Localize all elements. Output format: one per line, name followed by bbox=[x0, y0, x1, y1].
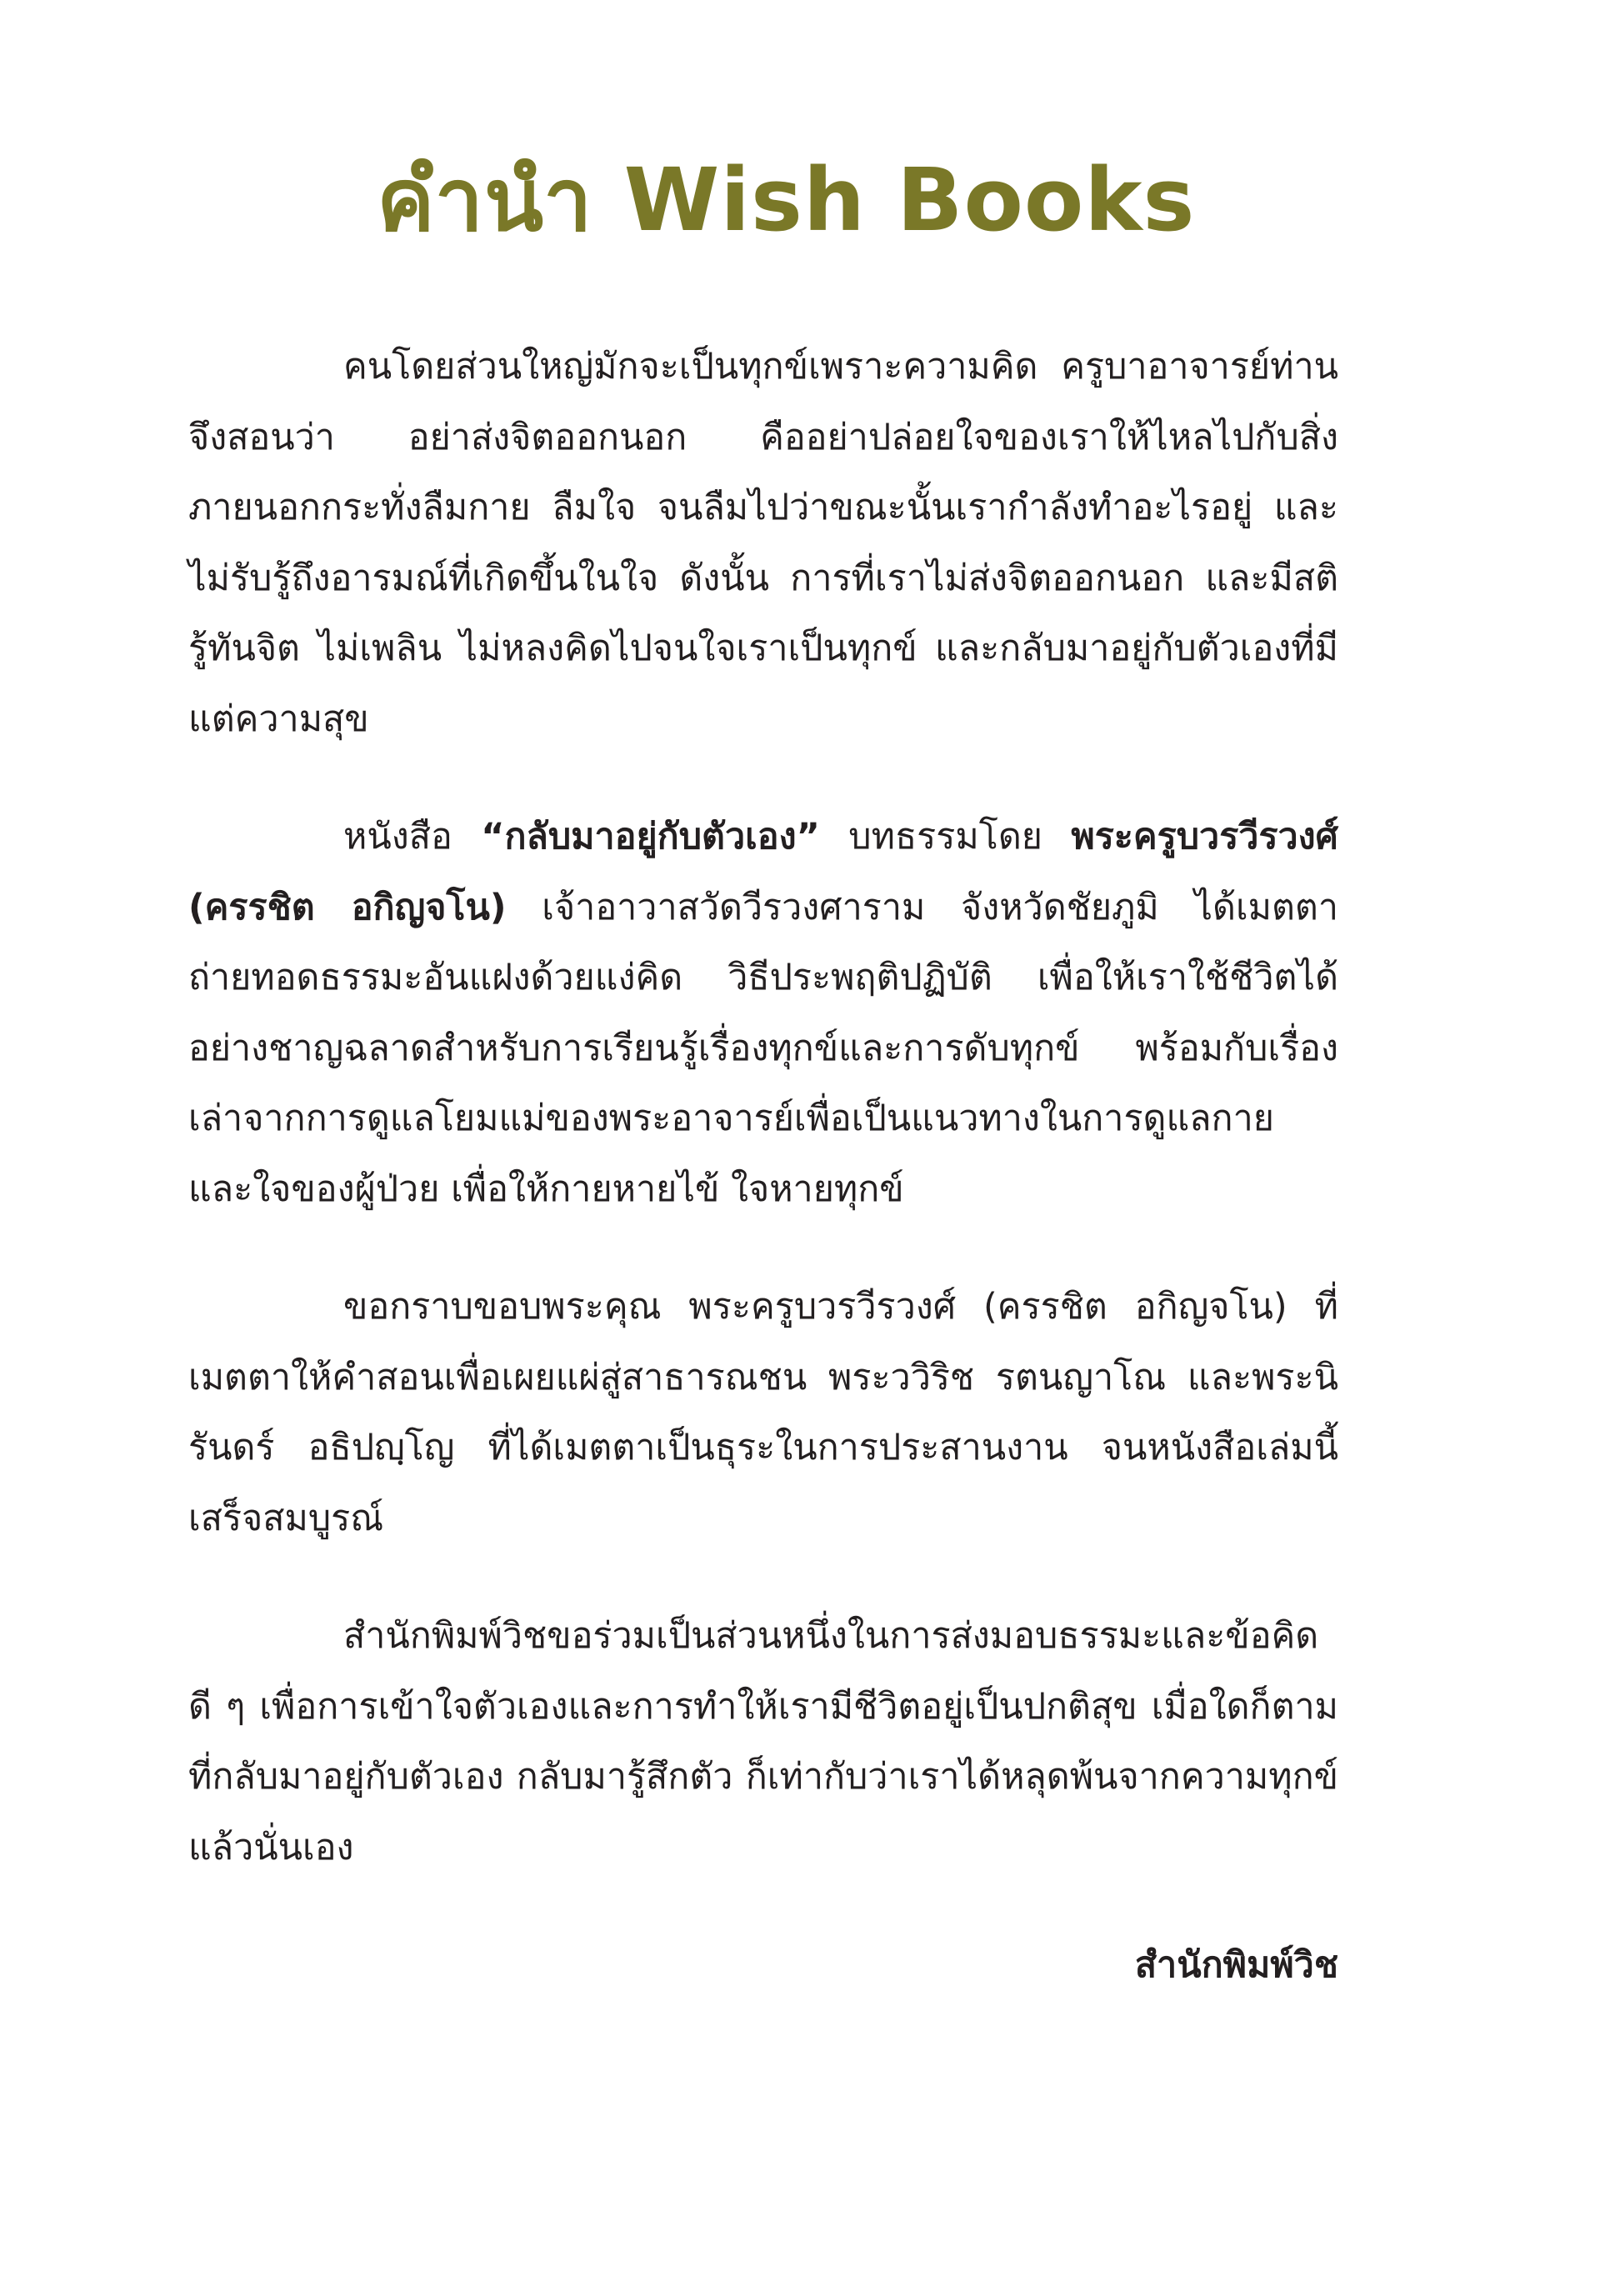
paragraph-2-intro: หนังสือ bbox=[343, 816, 482, 858]
book-title: “กลับมาอยู่กับตัวเอง” bbox=[481, 816, 820, 858]
paragraph-2-rest: เจ้าอาวาสวัดวีรวงศาราม จังหวัดชัยภูมิ ได้เมตตาถ่ายทอดธรรมะอันแฝงด้วยแง่คิด วิธีประพฤติปฏิบัติ เพื่อให้เราใช้ชีวิตได้อย่างชาญฉลาดสำหรับการเรียนรู้เรื่องทุกข์และการดับทุกข์ พร้อมกับเรื่องเล่าจากการดูแลโยมแม่ของพระอาจารย์เพื่อเป็นแนวทางในการดูแลกายและใจของผู้ป่วย เพื่อให้กายหายไข้ ใจหายทุกข์ bbox=[188, 886, 1339, 1210]
preface-body bbox=[188, 332, 1338, 2001]
paragraph-1: คนโดยส่วนใหญ่มักจะเป็นทุกข์เพราะความคิด ครูบาอาจารย์ท่านจึงสอนว่า อย่าส่งจิตออกนอก คืออย่าปล่อยใจของเราให้ไหลไปกับสิ่งภายนอกกระทั่งลืมกาย ลืมใจ จนลืมไปว่าขณะนั้นเรากำลังทำอะไรอยู่ และไม่รับรู้ถึงอารมณ์ที่เกิดขึ้นในใจ ดังนั้น การที่เราไม่ส่งจิตออกนอก และมีสติรู้ทันจิต ไม่เพลิน ไม่หลงคิดไปจนใจเราเป็นทุกข์ และกลับมาอยู่กับตัวเองที่มีแต่ความสุข bbox=[188, 346, 1338, 740]
page-title: คำนำ Wish Books bbox=[377, 149, 1196, 251]
paragraph-3: ขอกราบขอบพระคุณ พระครูบวรวีรวงศ์ (ครรชิต อกิญจโน) ที่เมตตาให้คำสอนเพื่อเผยแผ่สู่สาธารณชน พระววิริช รตนญาโณ และพระนิรันดร์ อธิปญฺโญ ที่ได้เมตตาเป็นธุระในการประสานงาน จนหนังสือเล่มนี้เสร็จสมบูรณ์ bbox=[188, 1286, 1338, 1539]
paragraph-2-connector: บทธรรมโดย bbox=[819, 816, 1072, 858]
preface-page bbox=[188, 0, 1338, 2296]
author-name: พระครูบวรวีรวงศ์ (ครรชิต อกิญจโน) bbox=[188, 816, 1338, 928]
paragraph-2 bbox=[188, 802, 1338, 1224]
publisher-signature: สำนักพิมพ์วิช bbox=[1134, 1944, 1338, 1986]
paragraph-4: สำนักพิมพ์วิชขอร่วมเป็นส่วนหนึ่งในการส่งมอบธรรมะและข้อคิดดี ๆ เพื่อการเข้าใจตัวเองและการทำให้เรามีชีวิตอยู่เป็นปกติสุข เมื่อใดก็ตามที่กลับมาอยู่กับตัวเอง กลับมารู้สึกตัว ก็เท่ากับว่าเราได้หลุดพ้นจากความทุกข์แล้วนั่นเอง bbox=[188, 1615, 1338, 1868]
